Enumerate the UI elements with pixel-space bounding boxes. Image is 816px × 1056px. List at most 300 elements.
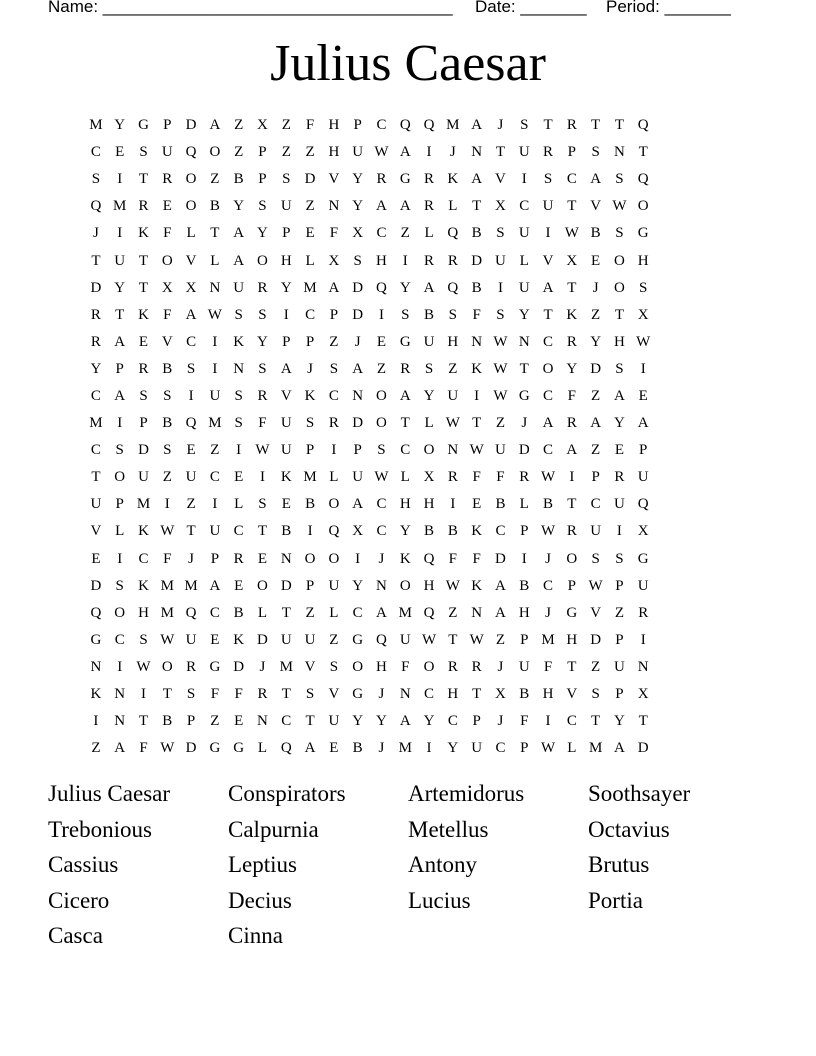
- grid-letter[interactable]: T: [115, 306, 125, 323]
- grid-letter[interactable]: H: [399, 496, 411, 513]
- grid-letter[interactable]: P: [139, 415, 148, 432]
- grid-letter[interactable]: F: [472, 306, 481, 323]
- grid-letter[interactable]: P: [472, 713, 481, 730]
- grid-letter[interactable]: P: [591, 469, 600, 486]
- grid-letter[interactable]: I: [117, 171, 123, 188]
- grid-letter[interactable]: I: [545, 225, 551, 242]
- grid-letter[interactable]: V: [542, 252, 554, 269]
- grid-letter[interactable]: U: [328, 713, 340, 730]
- grid-letter[interactable]: I: [307, 523, 313, 540]
- grid-letter[interactable]: D: [233, 658, 245, 675]
- grid-letter[interactable]: Z: [448, 604, 458, 621]
- grid-letter[interactable]: F: [472, 550, 481, 567]
- grid-letter[interactable]: Q: [328, 523, 340, 540]
- grid-letter[interactable]: J: [354, 333, 361, 350]
- grid-letter[interactable]: T: [614, 306, 625, 323]
- grid-letter[interactable]: D: [90, 279, 102, 296]
- grid-letter[interactable]: K: [471, 360, 483, 377]
- grid-letter[interactable]: T: [591, 713, 601, 730]
- grid-letter[interactable]: L: [424, 415, 434, 432]
- grid-letter[interactable]: U: [328, 577, 340, 594]
- grid-letter[interactable]: X: [566, 252, 578, 269]
- grid-letter[interactable]: C: [90, 387, 101, 404]
- grid-letter[interactable]: I: [331, 442, 337, 459]
- grid-letter[interactable]: Q: [637, 171, 649, 188]
- grid-letter[interactable]: E: [281, 496, 291, 513]
- grid-letter[interactable]: A: [399, 144, 411, 161]
- grid-letter[interactable]: P: [353, 117, 362, 134]
- grid-letter[interactable]: R: [447, 469, 458, 486]
- grid-letter[interactable]: O: [376, 387, 387, 404]
- grid-letter[interactable]: B: [233, 171, 244, 188]
- grid-letter[interactable]: D: [185, 117, 197, 134]
- grid-letter[interactable]: H: [328, 117, 340, 134]
- grid-letter[interactable]: P: [639, 442, 648, 459]
- grid-letter[interactable]: C: [543, 442, 554, 459]
- grid-letter[interactable]: T: [138, 279, 149, 296]
- grid-letter[interactable]: A: [471, 117, 483, 134]
- grid-letter[interactable]: A: [399, 198, 411, 215]
- grid-letter[interactable]: C: [90, 144, 101, 161]
- grid-letter[interactable]: R: [566, 523, 577, 540]
- grid-letter[interactable]: I: [497, 279, 503, 296]
- grid-letter[interactable]: S: [448, 306, 458, 323]
- grid-letter[interactable]: G: [518, 387, 530, 404]
- grid-letter[interactable]: B: [305, 496, 316, 513]
- grid-letter[interactable]: Q: [399, 117, 411, 134]
- grid-letter[interactable]: O: [637, 198, 649, 215]
- grid-letter[interactable]: B: [543, 496, 554, 513]
- grid-letter[interactable]: J: [545, 550, 551, 567]
- grid-letter[interactable]: O: [114, 469, 126, 486]
- grid-letter[interactable]: W: [493, 360, 508, 377]
- grid-letter[interactable]: I: [236, 442, 242, 459]
- grid-letter[interactable]: B: [352, 740, 363, 757]
- grid-letter[interactable]: N: [209, 279, 221, 296]
- grid-letter[interactable]: Q: [376, 279, 387, 296]
- grid-letter[interactable]: A: [352, 360, 364, 377]
- grid-letter[interactable]: R: [162, 171, 173, 188]
- grid-letter[interactable]: I: [378, 306, 384, 323]
- grid-letter[interactable]: D: [495, 550, 506, 567]
- grid-letter[interactable]: N: [233, 360, 245, 377]
- grid-letter[interactable]: Y: [399, 279, 411, 296]
- grid-letter[interactable]: I: [474, 387, 480, 404]
- grid-letter[interactable]: Z: [495, 415, 506, 432]
- grid-letter[interactable]: I: [283, 306, 289, 323]
- grid-letter[interactable]: X: [637, 523, 649, 540]
- grid-letter[interactable]: S: [615, 225, 624, 242]
- grid-letter[interactable]: G: [637, 225, 649, 242]
- grid-letter[interactable]: Z: [234, 144, 244, 161]
- grid-letter[interactable]: W: [493, 333, 508, 350]
- grid-letter[interactable]: F: [163, 306, 172, 323]
- grid-letter[interactable]: G: [209, 658, 221, 675]
- grid-letter[interactable]: R: [566, 117, 577, 134]
- grid-letter[interactable]: Z: [210, 171, 220, 188]
- grid-letter[interactable]: O: [185, 171, 197, 188]
- grid-letter[interactable]: B: [424, 523, 435, 540]
- grid-letter[interactable]: R: [447, 658, 458, 675]
- grid-letter[interactable]: H: [328, 144, 340, 161]
- grid-letter[interactable]: U: [518, 658, 530, 675]
- grid-letter[interactable]: T: [91, 469, 101, 486]
- grid-letter[interactable]: U: [447, 387, 459, 404]
- grid-letter[interactable]: U: [138, 469, 149, 486]
- grid-letter[interactable]: B: [495, 496, 506, 513]
- grid-letter[interactable]: R: [424, 198, 435, 215]
- grid-letter[interactable]: D: [304, 171, 316, 188]
- grid-letter[interactable]: S: [543, 171, 553, 188]
- grid-letter[interactable]: J: [259, 658, 266, 675]
- grid-letter[interactable]: S: [258, 306, 267, 323]
- grid-letter[interactable]: T: [567, 496, 577, 513]
- grid-letter[interactable]: J: [307, 360, 313, 377]
- grid-letter[interactable]: C: [543, 387, 554, 404]
- grid-letter[interactable]: S: [258, 198, 267, 215]
- grid-letter[interactable]: P: [258, 144, 267, 161]
- grid-letter[interactable]: T: [448, 631, 458, 648]
- grid-letter[interactable]: M: [541, 631, 555, 648]
- grid-letter[interactable]: C: [495, 740, 506, 757]
- grid-letter[interactable]: E: [138, 333, 149, 350]
- grid-letter[interactable]: P: [258, 171, 267, 188]
- grid-letter[interactable]: A: [399, 713, 411, 730]
- grid-letter[interactable]: V: [590, 604, 602, 621]
- grid-letter[interactable]: P: [615, 631, 624, 648]
- grid-letter[interactable]: W: [540, 523, 556, 540]
- grid-letter[interactable]: V: [161, 333, 173, 350]
- grid-letter[interactable]: L: [257, 604, 268, 621]
- grid-letter[interactable]: P: [329, 306, 339, 323]
- grid-letter[interactable]: S: [353, 252, 362, 269]
- grid-letter[interactable]: Q: [185, 415, 197, 432]
- grid-letter[interactable]: D: [185, 740, 197, 757]
- grid-letter[interactable]: A: [495, 604, 506, 621]
- grid-letter[interactable]: A: [376, 604, 387, 621]
- grid-letter[interactable]: A: [399, 387, 411, 404]
- grid-letter[interactable]: W: [255, 442, 270, 459]
- grid-letter[interactable]: F: [258, 415, 267, 432]
- grid-letter[interactable]: W: [469, 631, 484, 648]
- grid-letter[interactable]: O: [614, 252, 625, 269]
- grid-letter[interactable]: I: [117, 658, 123, 675]
- grid-letter[interactable]: F: [305, 117, 315, 134]
- grid-letter[interactable]: J: [521, 415, 528, 432]
- grid-letter[interactable]: A: [114, 387, 126, 404]
- grid-letter[interactable]: O: [328, 550, 340, 567]
- grid-letter[interactable]: C: [543, 333, 554, 350]
- grid-letter[interactable]: X: [328, 252, 340, 269]
- grid-letter[interactable]: T: [519, 360, 529, 377]
- grid-letter[interactable]: E: [186, 442, 196, 459]
- grid-letter[interactable]: M: [398, 604, 412, 621]
- grid-letter[interactable]: R: [257, 279, 268, 296]
- grid-letter[interactable]: S: [615, 550, 624, 567]
- grid-letter[interactable]: S: [520, 117, 529, 134]
- grid-letter[interactable]: E: [257, 550, 268, 567]
- grid-letter[interactable]: B: [471, 225, 482, 242]
- grid-letter[interactable]: G: [352, 631, 364, 648]
- grid-letter[interactable]: Z: [448, 360, 458, 377]
- grid-letter[interactable]: U: [304, 631, 316, 648]
- grid-letter[interactable]: N: [447, 442, 459, 459]
- grid-letter[interactable]: V: [280, 387, 292, 404]
- grid-letter[interactable]: F: [520, 713, 529, 730]
- grid-letter[interactable]: V: [590, 198, 602, 215]
- grid-letter[interactable]: Z: [91, 740, 101, 757]
- grid-letter[interactable]: D: [352, 306, 364, 323]
- grid-letter[interactable]: I: [569, 469, 575, 486]
- grid-letter[interactable]: T: [305, 713, 315, 730]
- grid-letter[interactable]: K: [138, 225, 149, 242]
- grid-letter[interactable]: W: [493, 387, 508, 404]
- grid-letter[interactable]: Z: [329, 333, 339, 350]
- grid-letter[interactable]: Z: [162, 469, 172, 486]
- grid-letter[interactable]: U: [280, 415, 292, 432]
- grid-letter[interactable]: T: [281, 604, 291, 621]
- grid-letter[interactable]: B: [519, 686, 530, 703]
- grid-letter[interactable]: A: [304, 740, 316, 757]
- grid-letter[interactable]: N: [399, 686, 411, 703]
- grid-letter[interactable]: N: [257, 713, 268, 730]
- grid-letter[interactable]: L: [424, 225, 434, 242]
- grid-letter[interactable]: L: [448, 198, 458, 215]
- grid-letter[interactable]: W: [588, 577, 603, 594]
- grid-letter[interactable]: O: [614, 279, 625, 296]
- grid-letter[interactable]: P: [282, 225, 291, 242]
- grid-letter[interactable]: Q: [185, 604, 197, 621]
- grid-letter[interactable]: C: [590, 496, 601, 513]
- grid-letter[interactable]: O: [304, 550, 316, 567]
- grid-letter[interactable]: M: [303, 279, 317, 296]
- grid-letter[interactable]: S: [639, 279, 648, 296]
- grid-letter[interactable]: L: [400, 469, 410, 486]
- grid-letter[interactable]: T: [472, 198, 482, 215]
- grid-letter[interactable]: H: [637, 252, 649, 269]
- grid-letter[interactable]: B: [281, 523, 292, 540]
- grid-letter[interactable]: L: [115, 523, 125, 540]
- grid-letter[interactable]: L: [567, 740, 577, 757]
- grid-letter[interactable]: O: [114, 604, 126, 621]
- grid-letter[interactable]: I: [259, 469, 265, 486]
- grid-letter[interactable]: T: [138, 171, 149, 188]
- grid-letter[interactable]: C: [566, 171, 577, 188]
- grid-letter[interactable]: C: [328, 387, 339, 404]
- grid-letter[interactable]: K: [280, 469, 292, 486]
- grid-letter[interactable]: P: [210, 550, 220, 567]
- grid-letter[interactable]: C: [352, 604, 363, 621]
- grid-letter[interactable]: C: [566, 713, 577, 730]
- grid-letter[interactable]: D: [138, 442, 149, 459]
- grid-letter[interactable]: S: [615, 171, 624, 188]
- grid-letter[interactable]: D: [352, 279, 364, 296]
- grid-letter[interactable]: P: [163, 117, 172, 134]
- grid-letter[interactable]: H: [518, 604, 530, 621]
- grid-letter[interactable]: W: [636, 333, 651, 350]
- grid-letter[interactable]: P: [305, 442, 315, 459]
- grid-letter[interactable]: M: [303, 469, 317, 486]
- grid-letter[interactable]: D: [590, 631, 602, 648]
- grid-letter[interactable]: W: [612, 198, 627, 215]
- grid-letter[interactable]: Z: [591, 658, 601, 675]
- grid-letter[interactable]: X: [257, 117, 268, 134]
- grid-letter[interactable]: I: [212, 360, 218, 377]
- grid-letter[interactable]: Z: [234, 117, 244, 134]
- grid-letter[interactable]: W: [469, 442, 484, 459]
- grid-letter[interactable]: U: [614, 658, 625, 675]
- grid-letter[interactable]: A: [114, 740, 126, 757]
- grid-letter[interactable]: J: [497, 117, 504, 134]
- grid-letter[interactable]: N: [328, 198, 340, 215]
- grid-letter[interactable]: M: [446, 117, 460, 134]
- grid-letter[interactable]: X: [161, 279, 173, 296]
- grid-letter[interactable]: X: [495, 198, 506, 215]
- grid-letter[interactable]: G: [399, 171, 411, 188]
- grid-letter[interactable]: T: [281, 686, 291, 703]
- grid-letter[interactable]: J: [188, 550, 194, 567]
- grid-letter[interactable]: F: [234, 686, 243, 703]
- grid-letter[interactable]: F: [210, 686, 220, 703]
- grid-letter[interactable]: G: [90, 631, 102, 648]
- grid-letter[interactable]: C: [114, 631, 125, 648]
- grid-letter[interactable]: P: [520, 523, 529, 540]
- grid-letter[interactable]: V: [495, 171, 506, 188]
- grid-letter[interactable]: B: [519, 577, 530, 594]
- grid-letter[interactable]: X: [352, 225, 364, 242]
- grid-letter[interactable]: H: [542, 686, 554, 703]
- grid-letter[interactable]: V: [185, 252, 197, 269]
- grid-letter[interactable]: E: [329, 740, 339, 757]
- grid-letter[interactable]: T: [567, 658, 577, 675]
- grid-letter[interactable]: L: [210, 252, 220, 269]
- grid-letter[interactable]: P: [115, 360, 124, 377]
- grid-letter[interactable]: S: [496, 225, 505, 242]
- grid-letter[interactable]: O: [566, 550, 578, 567]
- grid-letter[interactable]: E: [91, 550, 101, 567]
- grid-letter[interactable]: B: [424, 306, 435, 323]
- grid-letter[interactable]: A: [376, 198, 387, 215]
- grid-letter[interactable]: I: [117, 225, 123, 242]
- grid-letter[interactable]: P: [615, 686, 624, 703]
- grid-letter[interactable]: L: [186, 225, 196, 242]
- grid-letter[interactable]: U: [495, 442, 506, 459]
- grid-letter[interactable]: B: [209, 198, 220, 215]
- grid-letter[interactable]: I: [640, 360, 646, 377]
- grid-letter[interactable]: S: [258, 360, 267, 377]
- grid-letter[interactable]: S: [305, 415, 315, 432]
- grid-letter[interactable]: A: [590, 415, 602, 432]
- grid-letter[interactable]: K: [566, 306, 578, 323]
- grid-letter[interactable]: Y: [423, 713, 435, 730]
- grid-letter[interactable]: U: [114, 252, 126, 269]
- grid-letter[interactable]: U: [233, 279, 245, 296]
- grid-letter[interactable]: Q: [90, 604, 102, 621]
- grid-letter[interactable]: F: [448, 550, 458, 567]
- grid-letter[interactable]: K: [90, 686, 102, 703]
- grid-letter[interactable]: I: [450, 496, 456, 513]
- grid-letter[interactable]: M: [160, 604, 174, 621]
- grid-letter[interactable]: Z: [186, 496, 196, 513]
- grid-letter[interactable]: Y: [399, 523, 411, 540]
- grid-letter[interactable]: P: [615, 577, 624, 594]
- grid-letter[interactable]: V: [328, 171, 340, 188]
- grid-letter[interactable]: S: [91, 171, 101, 188]
- grid-letter[interactable]: N: [280, 550, 292, 567]
- grid-letter[interactable]: O: [542, 360, 554, 377]
- grid-letter[interactable]: N: [114, 686, 126, 703]
- grid-letter[interactable]: R: [424, 252, 435, 269]
- grid-letter[interactable]: T: [138, 252, 149, 269]
- grid-letter[interactable]: J: [449, 144, 456, 161]
- grid-letter[interactable]: F: [401, 658, 410, 675]
- grid-letter[interactable]: N: [352, 387, 364, 404]
- grid-letter[interactable]: J: [592, 279, 599, 296]
- grid-letter[interactable]: U: [518, 144, 530, 161]
- grid-letter[interactable]: A: [423, 279, 435, 296]
- grid-letter[interactable]: G: [566, 604, 578, 621]
- grid-letter[interactable]: V: [328, 686, 340, 703]
- grid-letter[interactable]: X: [637, 686, 649, 703]
- grid-letter[interactable]: R: [471, 658, 482, 675]
- grid-letter[interactable]: S: [115, 442, 124, 459]
- grid-letter[interactable]: G: [637, 550, 649, 567]
- grid-letter[interactable]: S: [234, 387, 243, 404]
- grid-letter[interactable]: U: [614, 496, 625, 513]
- grid-letter[interactable]: S: [424, 360, 434, 377]
- grid-letter[interactable]: D: [257, 631, 268, 648]
- grid-letter[interactable]: R: [400, 360, 411, 377]
- grid-letter[interactable]: L: [305, 252, 315, 269]
- grid-letter[interactable]: F: [329, 225, 339, 242]
- grid-letter[interactable]: Q: [90, 198, 102, 215]
- grid-letter[interactable]: A: [328, 279, 340, 296]
- grid-letter[interactable]: P: [305, 333, 315, 350]
- grid-letter[interactable]: E: [305, 225, 315, 242]
- grid-letter[interactable]: E: [472, 496, 482, 513]
- grid-letter[interactable]: Z: [305, 198, 315, 215]
- grid-letter[interactable]: K: [138, 306, 149, 323]
- grid-letter[interactable]: K: [138, 577, 149, 594]
- grid-letter[interactable]: F: [163, 550, 172, 567]
- grid-letter[interactable]: I: [640, 631, 646, 648]
- grid-letter[interactable]: K: [233, 631, 245, 648]
- grid-letter[interactable]: U: [209, 387, 221, 404]
- grid-letter[interactable]: A: [566, 442, 578, 459]
- grid-letter[interactable]: G: [233, 740, 245, 757]
- grid-letter[interactable]: A: [495, 577, 506, 594]
- grid-letter[interactable]: U: [518, 225, 530, 242]
- grid-letter[interactable]: C: [233, 523, 244, 540]
- grid-letter[interactable]: O: [399, 577, 411, 594]
- grid-letter[interactable]: S: [139, 387, 148, 404]
- grid-letter[interactable]: C: [495, 523, 506, 540]
- grid-letter[interactable]: S: [496, 306, 505, 323]
- grid-letter[interactable]: H: [376, 252, 387, 269]
- grid-letter[interactable]: T: [186, 523, 196, 540]
- grid-letter[interactable]: A: [614, 387, 625, 404]
- grid-letter[interactable]: U: [399, 631, 411, 648]
- grid-letter[interactable]: V: [566, 686, 578, 703]
- grid-letter[interactable]: L: [329, 469, 339, 486]
- grid-letter[interactable]: O: [423, 658, 435, 675]
- grid-letter[interactable]: Y: [590, 333, 602, 350]
- grid-letter[interactable]: I: [140, 686, 146, 703]
- grid-letter[interactable]: S: [329, 360, 339, 377]
- grid-letter[interactable]: N: [471, 144, 483, 161]
- grid-letter[interactable]: Y: [566, 360, 578, 377]
- grid-letter[interactable]: S: [282, 171, 291, 188]
